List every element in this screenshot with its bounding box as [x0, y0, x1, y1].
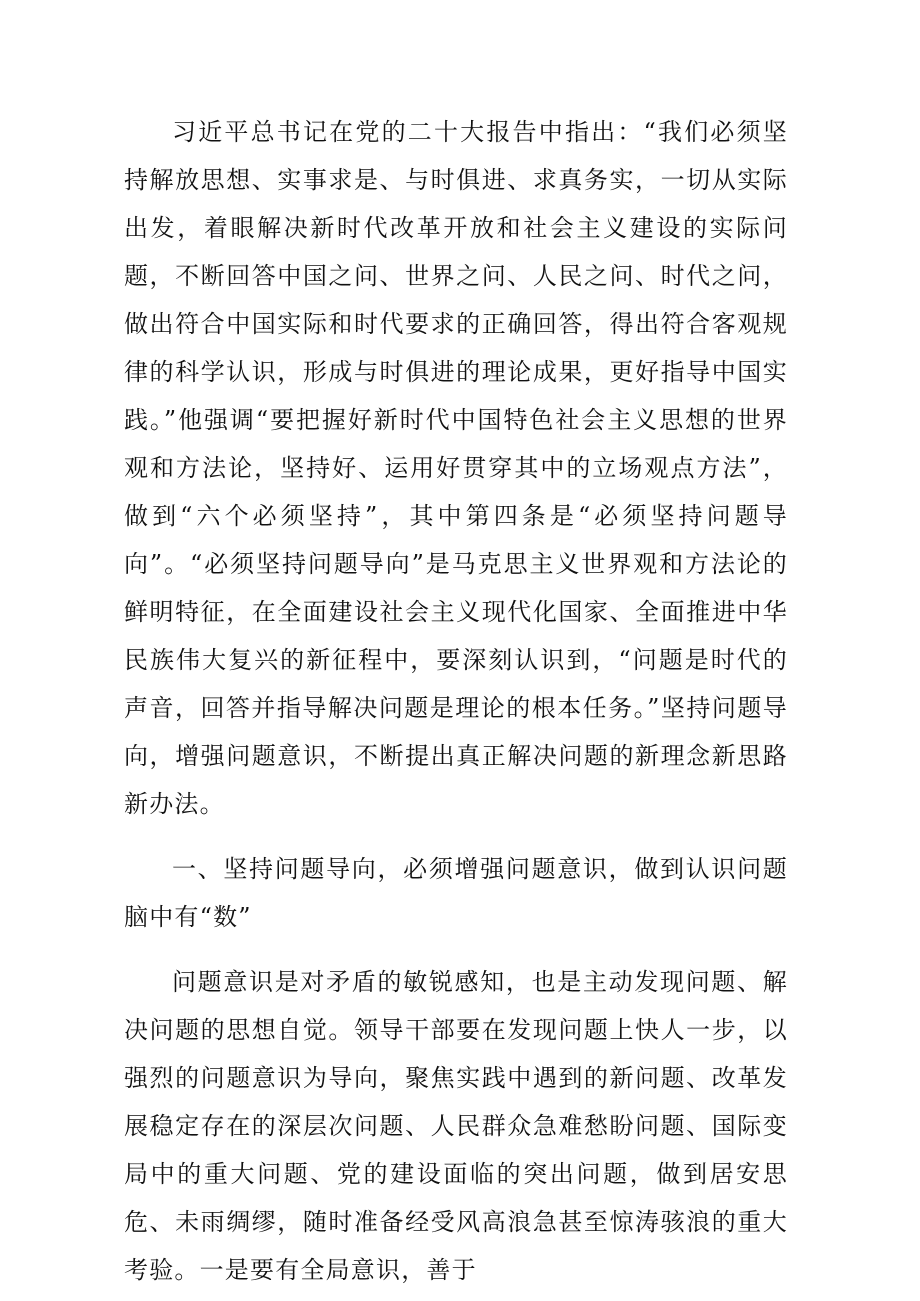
- document-body: [124, 108, 788, 1294]
- section-heading-1: 一、坚持问题导向，必须增强问题意识，做到认识问题脑中有“数”: [124, 855, 788, 931]
- paragraph-intro: 习近平总书记在党的二十大报告中指出：“我们必须坚持解放思想、实事求是、与时俱进、求真务实，一切从实际出发，着眼解决新时代改革开放和社会主义建设的实际问题，不断回答中国之问、世界之问、人民之问、时代之问，做出符合中国实际和时代要求的正确回答，得出符合客观规律的科学认识，形成与时俱进的理论成果，更好指导中国实践。”他强调“要把握好新时代中国特色社会主义思想的世界观和方法论，坚持好、运用好贯穿其中的立场观点方法”，做到“六个必须坚持”，其中第四条是“必须坚持问题导向”。“必须坚持问题导向”是马克思主义世界观和方法论的鲜明特征，在全面建设社会主义现代化国家、全面推进中华民族伟大复兴的新征程中，要深刻认识到，“问题是时代的声音，回答并指导解决问题是理论的根本任务。”坚持问题导向，增强问题意识，不断提出真正解决问题的新理念新思路新办法。: [124, 118, 788, 818]
- paragraph-problem-awareness: 问题意识是对矛盾的敏锐感知，也是主动发现问题、解决问题的思想自觉。领导干部要在发现问题上快人一步，以强烈的问题意识为导向，聚焦实践中遇到的新问题、改革发展稳定存在的深层次问题、人民群众急难愁盼问题、国际变局中的重大问题、党的建设面临的突出问题，做到居安思危、未雨绸缪，随时准备经受风高浪急甚至惊涛骇浪的重大考验。一是要有全局意识，善于: [124, 968, 788, 1284]
